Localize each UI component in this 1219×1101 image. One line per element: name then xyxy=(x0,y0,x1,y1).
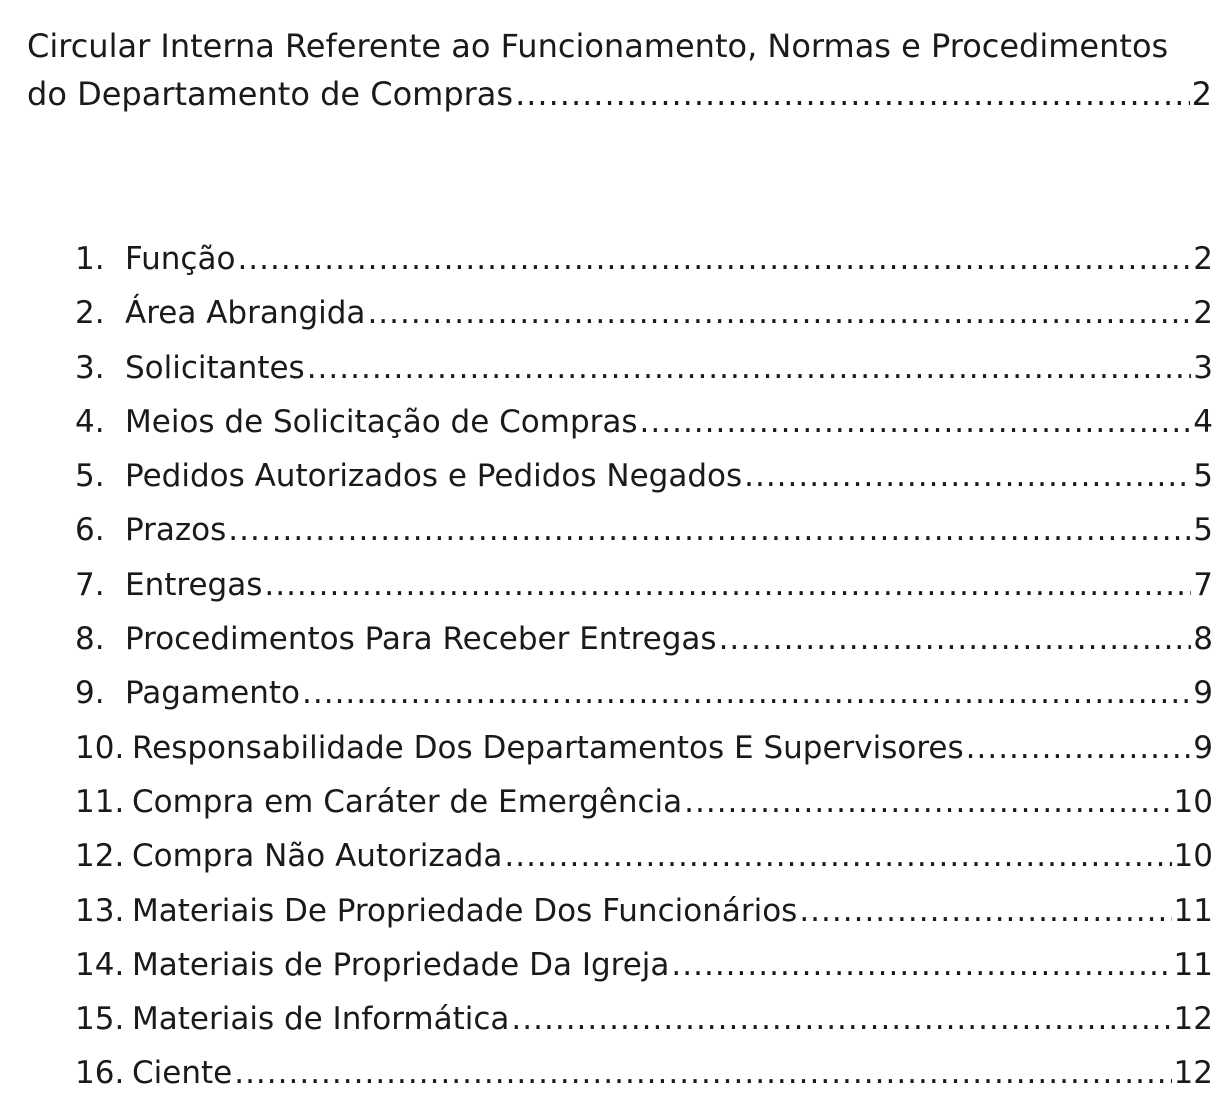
toc-entry-title: Ciente xyxy=(132,1055,233,1092)
dot-leader xyxy=(234,1046,1171,1100)
toc-entry-title: Prazos xyxy=(125,512,227,549)
toc-entry-number: 11. xyxy=(75,783,125,820)
dot-leader xyxy=(237,232,1191,286)
toc-entry-page: 12 xyxy=(1173,1001,1213,1038)
toc-entry[interactable] xyxy=(75,503,1213,557)
toc-entry-number: 14. xyxy=(75,946,125,983)
toc-entry[interactable] xyxy=(75,232,1213,286)
toc-entry-page: 4 xyxy=(1193,403,1213,440)
toc-entry-page: 11 xyxy=(1173,946,1213,983)
dot-leader xyxy=(671,938,1171,992)
toc-entry[interactable] xyxy=(75,775,1213,829)
toc-entry[interactable] xyxy=(75,938,1213,992)
dot-leader xyxy=(719,612,1192,666)
toc-entry[interactable] xyxy=(75,829,1213,883)
toc-entry[interactable] xyxy=(75,612,1213,666)
document-header xyxy=(27,22,1212,118)
toc-entry-title: Pagamento xyxy=(125,675,301,712)
table-of-contents xyxy=(75,232,1213,1101)
toc-entry-page: 10 xyxy=(1173,783,1213,820)
toc-entry-number: 1. xyxy=(75,241,105,277)
toc-entry-number: 6. xyxy=(75,512,105,549)
toc-entry-page: 3 xyxy=(1193,349,1213,386)
toc-entry[interactable] xyxy=(75,449,1213,503)
dot-leader xyxy=(515,70,1190,118)
toc-entry[interactable] xyxy=(75,558,1213,612)
dot-leader xyxy=(228,503,1191,557)
toc-entry-number: 9. xyxy=(75,675,105,712)
toc-entry-title: Materiais de Informática xyxy=(132,1001,510,1038)
toc-entry[interactable] xyxy=(75,286,1213,340)
toc-entry-page: 9 xyxy=(1193,729,1213,766)
toc-entry-page: 9 xyxy=(1193,675,1213,712)
dot-leader xyxy=(367,286,1191,340)
toc-entry-number: 16. xyxy=(75,1055,125,1092)
toc-entry-title: Meios de Solicitação de Compras xyxy=(125,403,638,440)
header-page-number: 2 xyxy=(1191,75,1212,113)
toc-entry-title: Responsabilidade Dos Departamentos E Supervisores xyxy=(132,729,964,766)
toc-entry-number: 3. xyxy=(75,349,105,386)
toc-entry[interactable] xyxy=(75,884,1213,938)
toc-entry-number: 15. xyxy=(75,1001,125,1038)
dot-leader xyxy=(799,884,1171,938)
header-title-line2: do Departamento de Compras xyxy=(27,75,514,113)
toc-entry-number: 12. xyxy=(75,838,125,875)
toc-entry[interactable] xyxy=(75,666,1213,720)
toc-entry-page: 5 xyxy=(1193,512,1213,549)
toc-entry-title: Função xyxy=(125,241,236,277)
toc-entry-title: Pedidos Autorizados e Pedidos Negados xyxy=(125,458,743,495)
dot-leader xyxy=(302,666,1191,720)
toc-entry-page: 7 xyxy=(1193,566,1213,603)
toc-entry-title: Materiais de Propriedade Da Igreja xyxy=(132,946,670,983)
toc-entry-number: 7. xyxy=(75,566,105,603)
toc-entry-number: 4. xyxy=(75,403,105,440)
toc-entry-number: 5. xyxy=(75,458,105,495)
toc-entry[interactable] xyxy=(75,721,1213,775)
dot-leader xyxy=(684,775,1171,829)
header-title-line2-row xyxy=(27,70,1212,118)
toc-entry-number: 2. xyxy=(75,295,105,332)
toc-entry-title: Compra em Caráter de Emergência xyxy=(132,783,683,820)
toc-entry-title: Procedimentos Para Receber Entregas xyxy=(125,621,717,658)
toc-entry-number: 8. xyxy=(75,621,105,658)
toc-entry-title: Materiais De Propriedade Dos Funcionários xyxy=(132,892,798,929)
dot-leader xyxy=(640,395,1192,449)
toc-entry-number: 10. xyxy=(75,729,125,766)
toc-entry-title: Entregas xyxy=(125,566,263,603)
toc-entry-page: 11 xyxy=(1173,892,1213,929)
toc-entry[interactable] xyxy=(75,992,1213,1046)
dot-leader xyxy=(511,992,1171,1046)
dot-leader xyxy=(744,449,1191,503)
dot-leader xyxy=(504,829,1171,883)
toc-entry-page: 2 xyxy=(1193,295,1213,332)
toc-entry-number: 13. xyxy=(75,892,125,929)
toc-entry-title: Área Abrangida xyxy=(125,295,366,332)
header-title-line1: Circular Interna Referente ao Funcionamento, Normas e Procedimentos xyxy=(27,27,1169,65)
dot-leader xyxy=(307,341,1192,395)
toc-entry-title: Solicitantes xyxy=(125,349,305,386)
toc-entry-page: 8 xyxy=(1193,621,1213,658)
toc-entry-page: 10 xyxy=(1173,838,1213,875)
toc-entry-page: 12 xyxy=(1173,1055,1213,1092)
dot-leader xyxy=(966,721,1192,775)
dot-leader xyxy=(264,558,1191,612)
toc-entry-title: Compra Não Autorizada xyxy=(132,838,503,875)
toc-entry-page: 5 xyxy=(1193,458,1213,495)
toc-entry[interactable] xyxy=(75,395,1213,449)
toc-entry[interactable] xyxy=(75,341,1213,395)
toc-entry-page: 2 xyxy=(1193,241,1213,277)
